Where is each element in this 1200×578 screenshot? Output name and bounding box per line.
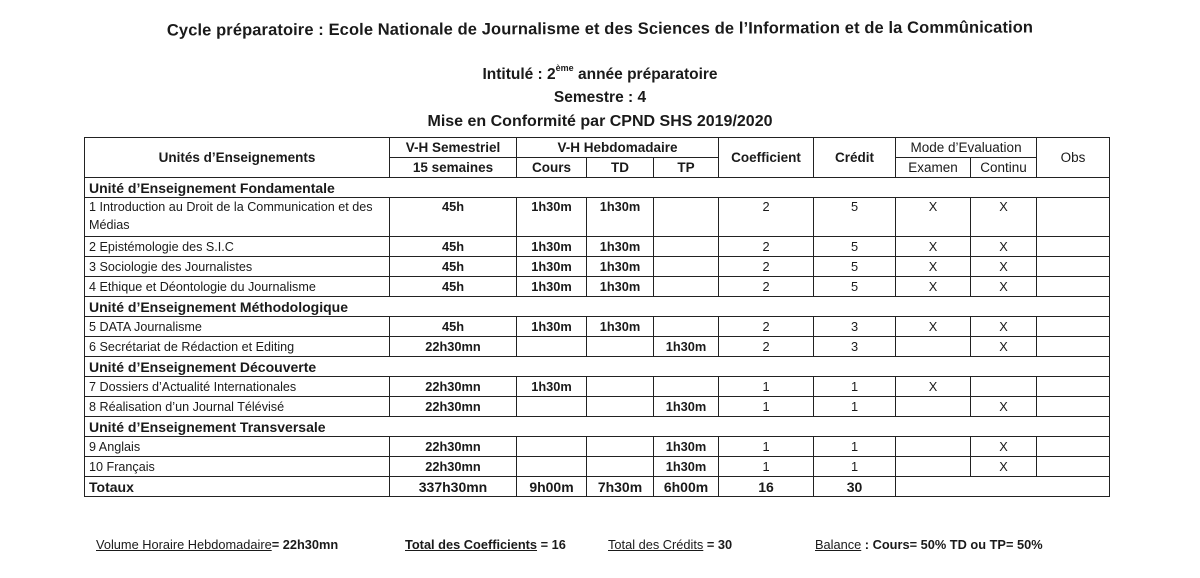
group-row: [85, 178, 1110, 198]
group-label: Unité d’Enseignement Méthodologique: [85, 297, 1110, 317]
cours-cell: 1h30m: [517, 198, 587, 237]
coefficient-cell: 2: [719, 237, 814, 257]
group-label: Unité d’Enseignement Fondamentale: [85, 178, 1110, 198]
unit-name: 3 Sociologie des Journalistes: [85, 257, 390, 277]
examen-cell: [896, 437, 971, 457]
header-row-1: [85, 138, 1110, 158]
continu-cell: X: [971, 277, 1037, 297]
group-label: Unité d’Enseignement Transversale: [85, 417, 1110, 437]
totals-empty: [896, 477, 1110, 497]
document-title: Cycle préparatoire : Ecole Nationale de Journalisme et des Sciences de l’Information et de la Commûnication: [166, 18, 1034, 40]
unit-name: 6 Secrétariat de Rédaction et Editing: [85, 337, 390, 357]
tp-cell: 1h30m: [654, 437, 719, 457]
header-vh-hebdo: V-H Hebdomadaire: [517, 138, 719, 158]
tp-cell: [654, 257, 719, 277]
coefficient-cell: 1: [719, 457, 814, 477]
td-cell: [587, 457, 654, 477]
course-table: [84, 137, 1110, 497]
coefficient-cell: 1: [719, 397, 814, 417]
cours-cell: [517, 437, 587, 457]
examen-cell: [896, 337, 971, 357]
continu-cell: X: [971, 317, 1037, 337]
header-unites: Unités d’Enseignements: [85, 138, 390, 178]
table-row: [85, 397, 1110, 417]
header-obs: Obs: [1037, 138, 1110, 178]
examen-cell: [896, 457, 971, 477]
td-cell: 1h30m: [587, 257, 654, 277]
intitule-line: [0, 65, 1200, 84]
obs-cell: [1037, 198, 1110, 237]
cours-cell: 1h30m: [517, 317, 587, 337]
td-cell: 1h30m: [587, 277, 654, 297]
unit-name: 10 Français: [85, 457, 390, 477]
header-cours: Cours: [517, 158, 587, 178]
table-row: [85, 198, 1110, 237]
cours-cell: 1h30m: [517, 237, 587, 257]
header-vh-semestriel: V-H Semestriel: [390, 138, 517, 158]
td-cell: [587, 337, 654, 357]
header-15-semaines: 15 semaines: [390, 158, 517, 178]
examen-cell: X: [896, 237, 971, 257]
tp-cell: [654, 317, 719, 337]
unit-name: 4 Ethique et Déontologie du Journalisme: [85, 277, 390, 297]
header-continu: Continu: [971, 158, 1037, 178]
credit-cell: 3: [814, 337, 896, 357]
totals-vh: 337h30mn: [390, 477, 517, 497]
vh-semestriel-cell: 45h: [390, 257, 517, 277]
vh-semestriel-cell: 22h30mn: [390, 457, 517, 477]
td-cell: 1h30m: [587, 237, 654, 257]
vh-semestriel-cell: 22h30mn: [390, 377, 517, 397]
coefficient-cell: 2: [719, 317, 814, 337]
group-row: [85, 417, 1110, 437]
vh-semestriel-cell: 45h: [390, 198, 517, 237]
examen-cell: X: [896, 377, 971, 397]
table-row: [85, 277, 1110, 297]
obs-cell: [1037, 337, 1110, 357]
continu-cell: X: [971, 397, 1037, 417]
conformite-line: Mise en Conformité par CPND SHS 2019/2020: [427, 113, 773, 130]
coefficient-cell: 2: [719, 257, 814, 277]
credit-cell: 3: [814, 317, 896, 337]
examen-cell: X: [896, 198, 971, 237]
footer-volume-label: Volume Horaire Hebdomadaire: [96, 537, 272, 552]
obs-cell: [1037, 397, 1110, 417]
credit-cell: 5: [814, 198, 896, 237]
continu-cell: X: [971, 457, 1037, 477]
table-row: [85, 377, 1110, 397]
unit-name: 2 Epistémologie des S.I.C: [85, 237, 390, 257]
footer-credits-label: Total des Crédits: [608, 537, 704, 552]
table-row: [85, 437, 1110, 457]
td-cell: [587, 437, 654, 457]
examen-cell: X: [896, 257, 971, 277]
examen-cell: [896, 397, 971, 417]
semestre-line: Semestre : 4: [553, 89, 647, 106]
credit-cell: 5: [814, 277, 896, 297]
footer-balance-value: : Cours= 50% TD ou TP= 50%: [861, 537, 1043, 552]
intitule-suffix: année préparatoire: [573, 66, 718, 84]
cours-cell: [517, 457, 587, 477]
group-row: [85, 357, 1110, 377]
footer-credits-value: = 30: [703, 537, 733, 552]
td-cell: [587, 377, 654, 397]
unit-name: 1 Introduction au Droit de la Communication et des Médias: [85, 198, 390, 237]
table-row: [85, 337, 1110, 357]
obs-cell: [1037, 237, 1110, 257]
credit-cell: 1: [814, 457, 896, 477]
continu-cell: X: [971, 257, 1037, 277]
unit-name: 5 DATA Journalisme: [85, 317, 390, 337]
coefficient-cell: 2: [719, 198, 814, 237]
tp-cell: [654, 377, 719, 397]
table-row: [85, 457, 1110, 477]
group-label: Unité d’Enseignement Découverte: [85, 357, 1110, 377]
unit-name: 8 Réalisation d’un Journal Télévisé: [85, 397, 390, 417]
header-coefficient: Coefficient: [719, 138, 814, 178]
totals-row: [85, 477, 1110, 497]
footer-coef-value: = 16: [537, 537, 566, 552]
unit-name: 9 Anglais: [85, 437, 390, 457]
tp-cell: [654, 237, 719, 257]
examen-cell: X: [896, 277, 971, 297]
tp-cell: [654, 198, 719, 237]
footer-volume-value: = 22h30mn: [271, 537, 339, 552]
credit-cell: 1: [814, 377, 896, 397]
vh-semestriel-cell: 45h: [390, 317, 517, 337]
table-body: [85, 178, 1110, 497]
header-tp: TP: [654, 158, 719, 178]
footer-coef-label: Total des Coefficients: [405, 537, 538, 552]
continu-cell: X: [971, 337, 1037, 357]
continu-cell: X: [971, 237, 1037, 257]
td-cell: [587, 397, 654, 417]
footer-coefficients: [405, 537, 566, 552]
footer-balance-label: Balance: [815, 537, 862, 552]
coefficient-cell: 2: [719, 337, 814, 357]
obs-cell: [1037, 457, 1110, 477]
continu-cell: [971, 377, 1037, 397]
credit-cell: 1: [814, 397, 896, 417]
tp-cell: 1h30m: [654, 397, 719, 417]
table-row: [85, 237, 1110, 257]
obs-cell: [1037, 277, 1110, 297]
cours-cell: [517, 337, 587, 357]
totals-tp: 6h00m: [654, 477, 719, 497]
totals-td: 7h30m: [587, 477, 654, 497]
obs-cell: [1037, 437, 1110, 457]
table-row: [85, 317, 1110, 337]
intitule-prefix: Intitulé : 2: [482, 66, 556, 84]
group-row: [85, 297, 1110, 317]
cours-cell: 1h30m: [517, 257, 587, 277]
totals-label: Totaux: [85, 477, 390, 497]
credit-cell: 5: [814, 237, 896, 257]
vh-semestriel-cell: 45h: [390, 277, 517, 297]
unit-name: 7 Dossiers d’Actualité Internationales: [85, 377, 390, 397]
header-td: TD: [587, 158, 654, 178]
totals-credit: 30: [814, 477, 896, 497]
cours-cell: 1h30m: [517, 277, 587, 297]
cours-cell: 1h30m: [517, 377, 587, 397]
tp-cell: [654, 277, 719, 297]
table-row: [85, 257, 1110, 277]
obs-cell: [1037, 317, 1110, 337]
vh-semestriel-cell: 22h30mn: [390, 437, 517, 457]
footer-volume: [96, 537, 338, 552]
header-examen: Examen: [896, 158, 971, 178]
coefficient-cell: 2: [719, 277, 814, 297]
header-mode-evaluation: Mode d’Evaluation: [896, 138, 1037, 158]
continu-cell: X: [971, 198, 1037, 237]
footer-credits: [608, 537, 732, 552]
continu-cell: X: [971, 437, 1037, 457]
credit-cell: 5: [814, 257, 896, 277]
totals-coefficient: 16: [719, 477, 814, 497]
obs-cell: [1037, 257, 1110, 277]
tp-cell: 1h30m: [654, 457, 719, 477]
td-cell: 1h30m: [587, 317, 654, 337]
td-cell: 1h30m: [587, 198, 654, 237]
footer-balance: [815, 537, 1043, 552]
examen-cell: X: [896, 317, 971, 337]
totals-cours: 9h00m: [517, 477, 587, 497]
vh-semestriel-cell: 22h30mn: [390, 337, 517, 357]
obs-cell: [1037, 377, 1110, 397]
vh-semestriel-cell: 45h: [390, 237, 517, 257]
vh-semestriel-cell: 22h30mn: [390, 397, 517, 417]
coefficient-cell: 1: [719, 437, 814, 457]
coefficient-cell: 1: [719, 377, 814, 397]
tp-cell: 1h30m: [654, 337, 719, 357]
cours-cell: [517, 397, 587, 417]
credit-cell: 1: [814, 437, 896, 457]
intitule-superscript: ème: [555, 63, 574, 73]
header-credit: Crédit: [814, 138, 896, 178]
